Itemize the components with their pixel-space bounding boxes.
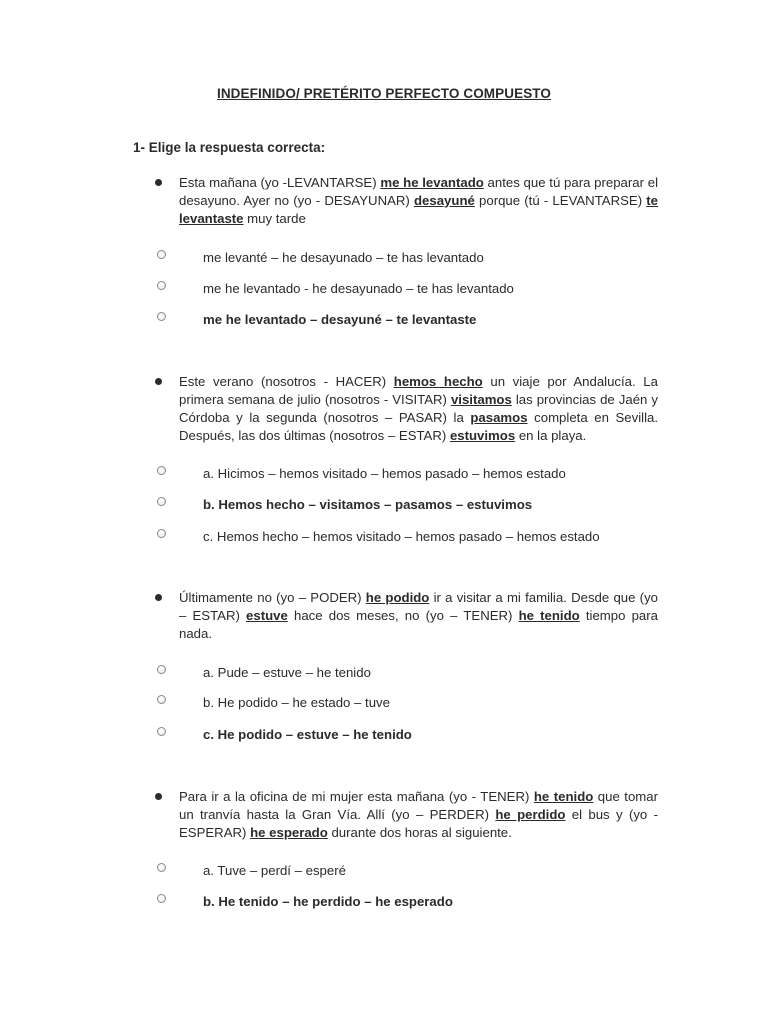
question-text-segment: tiempo para nada. (179, 608, 658, 641)
answer-text: desayuné (414, 193, 475, 208)
answer-text: estuve (246, 608, 288, 623)
question-text-segment: antes que tú para preparar el desayuno. Ayer no (yo - DESAYUNAR) (179, 175, 658, 208)
question-text-segment: las provincias de Jaén y Córdoba y la segunda (nosotros – PASAR) la (179, 392, 659, 425)
question-text-segment: completa en Sevilla. Después, las dos últimas (nosotros – ESTAR) (179, 410, 658, 443)
bullet-icon (155, 793, 162, 800)
question-text (179, 373, 658, 445)
question-3 (179, 589, 658, 643)
option-label: me he levantado - he desayunado – te has levantado (203, 281, 514, 296)
answer-text: he tenido (518, 608, 580, 623)
answer-text: pasamos (470, 410, 528, 425)
answer-text: he esperado (250, 825, 328, 840)
question-text-segment: ir a visitar a mi familia. Desde que (yo – ESTAR) (179, 590, 658, 623)
question-text (179, 589, 658, 643)
answer-text: estuvimos (449, 428, 516, 443)
option-label: a. Pude – estuve – he tenido (203, 665, 371, 680)
question-text-segment: Este verano (nosotros - HACER) (179, 374, 394, 389)
radio-button-icon[interactable] (157, 863, 166, 872)
option-label: c. He podido – estuve – he tenido (203, 727, 412, 742)
option-label: a. Hicimos – hemos visitado – hemos pasado – hemos estado (203, 466, 566, 481)
radio-button-icon[interactable] (157, 695, 166, 704)
question-1 (179, 174, 658, 228)
answer-text: he perdido (495, 807, 566, 822)
radio-button-icon[interactable] (157, 312, 166, 321)
answer-text: me he levantado (380, 175, 484, 190)
option-label: b. Hemos hecho – visitamos – pasamos – estuvimos (203, 497, 533, 512)
answer-text: he podido (365, 590, 430, 605)
question-text-segment: hace dos meses, no (yo – TENER) (287, 608, 519, 623)
answer-text: hemos hecho (393, 374, 483, 389)
question-text (179, 788, 658, 842)
option-label: b. He tenido – he perdido – he esperado (203, 894, 453, 909)
question-text-segment: Esta mañana (yo -LEVANTARSE) (179, 175, 381, 190)
page-title: INDEFINIDO/ PRETÉRITO PERFECTO COMPUESTO (216, 86, 552, 101)
question-text-segment: el bus y (yo - ESPERAR) (179, 807, 658, 840)
bullet-icon (155, 179, 162, 186)
question-text-segment: muy tarde (243, 211, 306, 226)
radio-button-icon[interactable] (157, 281, 166, 290)
answer-text: te levantaste (179, 193, 659, 226)
option-label: a. Tuve – perdí – esperé (203, 863, 346, 878)
question-text-segment: durante dos horas al siguiente. (327, 825, 512, 840)
option-label: b. He podido – he estado – tuve (203, 695, 390, 710)
radio-button-icon[interactable] (157, 497, 166, 506)
radio-button-icon[interactable] (157, 529, 166, 538)
section-heading: 1- Elige la respuesta correcta: (133, 140, 326, 155)
radio-button-icon[interactable] (157, 727, 166, 736)
radio-button-icon[interactable] (157, 250, 166, 259)
question-text-segment: Últimamente no (yo – PODER) (179, 590, 366, 605)
question-text (179, 174, 658, 228)
question-text-segment: porque (tú - LEVANTARSE) (474, 193, 647, 208)
question-2 (179, 373, 658, 445)
radio-button-icon[interactable] (157, 894, 166, 903)
option-label: me levanté – he desayunado – te has levantado (203, 250, 484, 265)
radio-button-icon[interactable] (157, 466, 166, 475)
bullet-icon (155, 378, 162, 385)
question-4 (179, 788, 658, 842)
question-text-segment: un viaje por Andalucía. La primera semana de julio (nosotros - VISITAR) (179, 374, 658, 407)
question-text-segment: Para ir a la oficina de mi mujer esta mañana (yo - TENER) (179, 789, 534, 804)
answer-text: visitamos (450, 392, 512, 407)
radio-button-icon[interactable] (157, 665, 166, 674)
question-text-segment: en la playa. (515, 428, 587, 443)
option-label: c. Hemos hecho – hemos visitado – hemos pasado – hemos estado (203, 529, 600, 544)
question-text-segment: que tomar un tranvía hasta la Gran Vía. Allí (yo – PERDER) (179, 789, 658, 822)
option-label: me he levantado – desayuné – te levantaste (203, 312, 477, 327)
answer-text: he tenido (533, 789, 594, 804)
bullet-icon (155, 594, 162, 601)
